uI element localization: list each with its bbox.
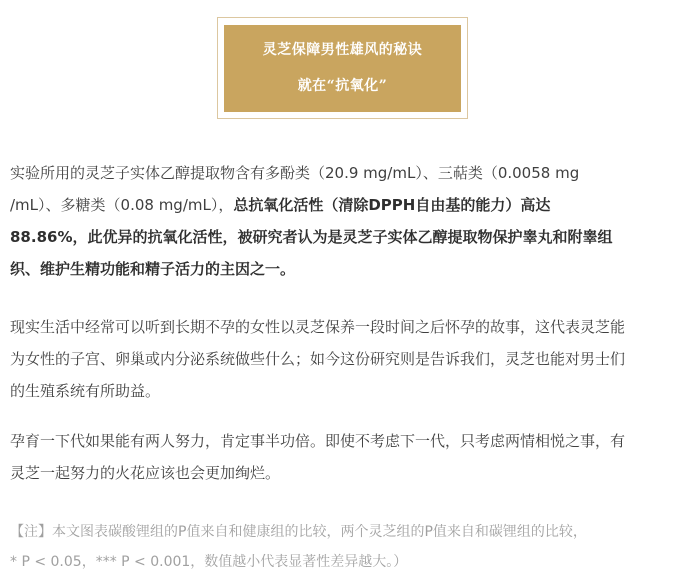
footnote-line: * P < 0.05，*** P < 0.001，数值越小代表显著性差异越大。） <box>10 554 408 570</box>
paragraph-line <box>10 253 678 285</box>
footnote <box>10 517 678 577</box>
banner-title-line-2: 就在“抗氧化” <box>297 78 388 94</box>
highlight-text: 88.86%，此优异的抗氧化活性，被研究者认为是灵芝子实体乙醇提取物保护睾丸和附睾组 <box>10 228 613 246</box>
paragraph-fertility-story <box>10 311 678 407</box>
paragraph-line <box>10 221 678 253</box>
paragraph-antioxidant-study <box>10 157 678 285</box>
paragraph-line: 灵芝一起努力的火花应该也会更加绚烂。 <box>10 464 281 482</box>
highlight-text: 织、维护生精功能和精子活力的主因之一。 <box>10 260 296 278</box>
paragraph-line: 为女性的子宫、卵巢或内分泌系统做些什么；如今这份研究则是告诉我们，灵芝也能对男士们 <box>10 350 626 368</box>
paragraph-line: 现实生活中经常可以听到长期不孕的女性以灵芝保养一段时间之后怀孕的故事，这代表灵芝能 <box>10 318 626 336</box>
highlight-text: 总抗氧化活性（清除DPPH自由基的能力）高达 <box>233 196 551 214</box>
paragraph-line: 的生殖系统有所助益。 <box>10 382 161 400</box>
section-banner <box>224 25 461 112</box>
paragraph-line: 孕育一下代如果能有两人努力，肯定事半功倍。即使不考虑下一代，只考虑两情相悦之事，有 <box>10 432 626 450</box>
paragraph-effort <box>10 425 678 489</box>
footnote-line: 【注】本文图表碳酸锂组的P值来自和健康组的比较，两个灵芝组的P值来自和碳锂组的比较， <box>10 524 587 540</box>
banner-title-line-1: 灵芝保障男性雄风的秘诀 <box>262 42 423 58</box>
paragraph-line: /mL）、多糖类（0.08 mg/mL），总抗氧化活性（清除DPPH自由基的能力）高达 <box>10 196 551 214</box>
paragraph-line: 实验所用的灵芝子实体乙醇提取物含有多酚类（20.9 mg/mL）、三萜类（0.0058 mg <box>10 164 580 182</box>
